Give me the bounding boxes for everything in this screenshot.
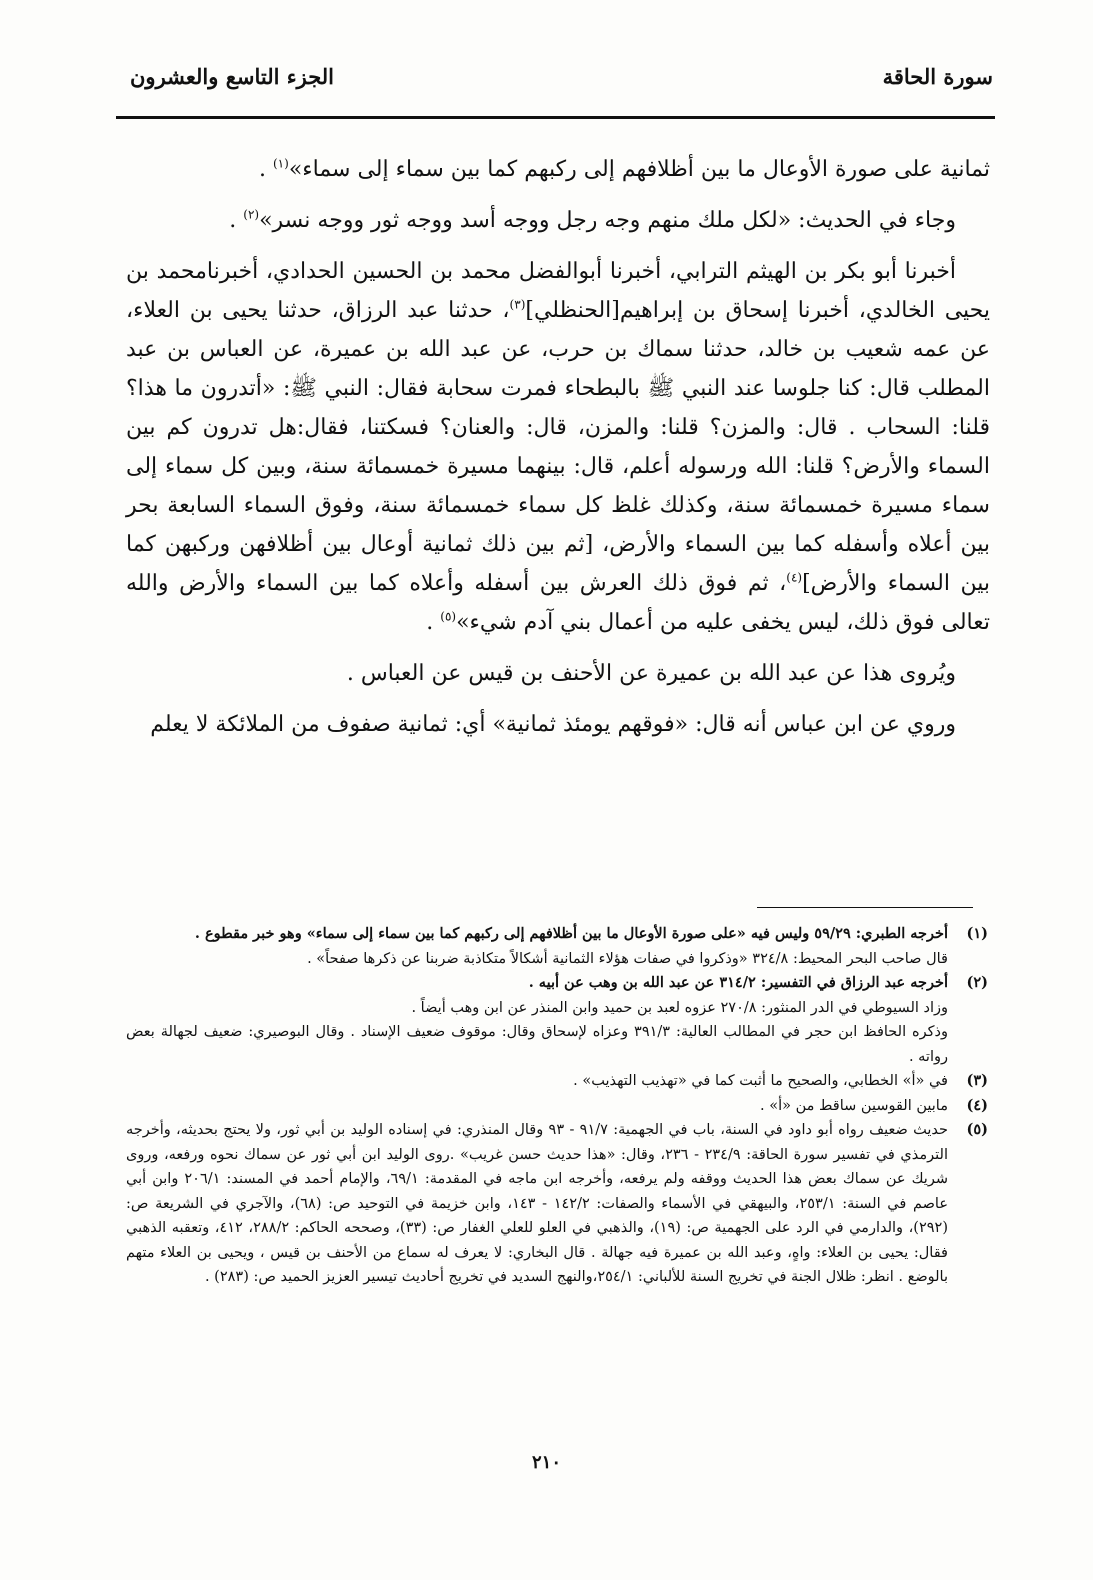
footnote-number: (٤) (966, 1096, 988, 1114)
footnote-line: أخرجه عبد الرزاق في التفسير: ٣١٤/٢ عن عبد الله بن وهب عن أبيه . (528, 974, 948, 991)
footnote-line: في «أ» الخطابي، والصحيح ما أثبت كما في «تهذيب التهذيب» . (573, 1073, 948, 1089)
footnote-ref-4: (٤) (786, 570, 803, 585)
footnotes (126, 922, 988, 1290)
footnote-separator (757, 907, 973, 908)
footnote-number: (٣) (966, 1072, 988, 1089)
running-header (120, 58, 993, 98)
paragraph-1: ثمانية على صورة الأوعال ما بين أظلافهم إلى ركبهم كما بين سماء إلى سماء»$^{(١)}$ . (258, 156, 990, 182)
footnote-1 (126, 922, 988, 971)
footnote-number: (٢) (966, 974, 988, 991)
footnote-ref-5: (٥) (440, 609, 457, 624)
footnote-ref-3: (٣) (509, 297, 526, 312)
footnote-2 (126, 971, 988, 1069)
footnote-ref-1: (١) (272, 156, 289, 171)
footnote-number: (١) (966, 925, 988, 942)
paragraph-2: وجاء في الحديث: «لكل ملك منهم وجه رجل ووجه أسد ووجه ثور ووجه نسر»$^{(٢)}$ . (229, 207, 956, 233)
footnote-line: وزاد السيوطي في الدر المنثور: ٢٧٠/٨ عزوه لعبد بن حميد وابن المنذر عن ابن وهب أيضاً . (411, 999, 948, 1016)
paragraph-4: ويُروى هذا عن عبد الله بن عميرة عن الأحنف بن قيس عن العباس . (346, 661, 956, 686)
page-number: ٢١٠ (531, 1452, 561, 1473)
footnote-line: وذكره الحافظ ابن حجر في المطالب العالية: ٣٩١/٣ وعزاه لإسحاق وقال: موقوف ضعيف الإسناد . وقال البوصيري: ضعيف لجهالة بعض رواته . (126, 1024, 949, 1065)
footnote-ref-2: (٢) (243, 207, 260, 222)
paragraph-3: أخبرنا أبو بكر بن الهيثم الترابي، أخبرنا أبوالفضل محمد بن الحسين الحدادي، أخبرنامحمد بن يحيى الخالدي، أخبرنا إسحاق بن إبراهيم[الحنظلي]$^{(٣)}$، حدثنا عبد الرزاق، حدثنا يحيى بن العلاء، عن عمه شعيب بن خالد، حدثنا سماك بن حرب، عن عبد الله بن عميرة، عن العباس بن عبد المطلب قال: كنا جلوسا عند النبي ﷺ بالبطحاء فمرت سحابة فقال: النبي ﷺ: «أتدرون ما هذا؟ قلنا: السحاب . قال: والمزن؟ قلنا: والمزن، قال: والعنان؟ فسكتنا، فقال:هل تدرون كم بين السماء والأرض؟ قلنا: الله ورسوله أعلم، قال: بينهما مسيرة خمسمائة سنة، وبين كل سماء إلى سماء مسيرة خمسمائة سنة، وكذلك غلظ كل سماء خمسمائة سنة، وفوق السماء السابعة بحر بين أعلاه وأسفله كما بين السماء والأرض، [ثم بين ذلك ثمانية أوعال بين أظلافهن وركبهن كما بين السماء والأرض]$^{(٤)}$، ثم فوق ذلك العرش بين أسفله وأعلاه كما بين السماء والأرض والله تعالى فوق ذلك، ليس يخفى عليه من أعمال بني آدم شيء»$^{(٥)}$ . (126, 259, 991, 635)
juz-title: الجزء التاسع والعشرون (130, 64, 335, 89)
header-rule (116, 116, 995, 119)
footnote-line: أخرجه الطبري: ٥٩/٢٩ وليس فيه «على صورة الأوعال ما بين أظلافهم إلى ركبهم كما بين سماء إلى سماء» وهو خبر مقطوع . (194, 925, 948, 942)
footnote-line: حديث ضعيف رواه أبو داود في السنة، باب في الجهمية: ٩١/٧ - ٩٣ وقال المنذري: في إسناده الوليد بن أبي ثور، ولا يحتج بحديثه، وأخرجه الترمذي في تفسير سورة الحاقة: ٢٣٤/٩ - ٢٣٦، وقال: «هذا حديث حسن غريب» .روى الوليد ابن أبي ثور عن سماك نحوه ورفعه، وروى شريك عن سماك بعض هذا الحديث ووقفه ولم يرفعه، وأخرجه ابن ماجه في المقدمة: ٦٩/١، والإمام أحمد في المسند: ٢٠٦/١ وابن أبي عاصم في السنة: ٢٥٣/١، والبيهقي في الأسماء والصفات: ١٤٢/٢ - ١٤٣، وابن خزيمة في التوحيد ص: (٦٨)، والآجري في الشريعة ص: (٢٩٢)، والدارمي في الرد على الجهمية ص: (١٩)، والذهبي في العلو للعلي الغفار ص: (٣٣)، وصححه الحاكم: ٢٨٨/٢، ٤١٢، وتعقبه الذهبي فقال: يحيى بن العلاء: واهٍ، وعبد الله بن عميرة فيه جهالة . قال البخاري: لا يعرف له سماع من الأحنف بن قيس ، ويحيى بن العلاء متهم بالوضع . انظر: ظلال الجنة في تخريج السنة للألباني: ٢٥٤/١،والنهج السديد في تخريج أحاديث تيسير العزيز الحميد ص: (٢٨٣) . (126, 1122, 948, 1285)
footnote-line: مابين القوسين ساقط من «أ» . (760, 1097, 948, 1114)
footnote-line: قال صاحب البحر المحيط: ٣٢٤/٨ «وذكروا في صفات هؤلاء الثمانية أشكالاً متكاذبة ضربنا عن ذكرها صفحاً» . (307, 950, 948, 967)
paragraph-5: وروي عن ابن عباس أنه قال: «فوقهم يومئذ ثمانية» أي: ثمانية صفوف من الملائكة لا يعلم (150, 712, 956, 737)
footnote-4 (126, 1094, 988, 1119)
footnote-5 (126, 1118, 988, 1290)
surah-title: سورة الحاقة (882, 64, 993, 89)
footnote-number: (٥) (966, 1121, 988, 1138)
main-text (126, 150, 990, 744)
footnote-3 (126, 1069, 988, 1094)
